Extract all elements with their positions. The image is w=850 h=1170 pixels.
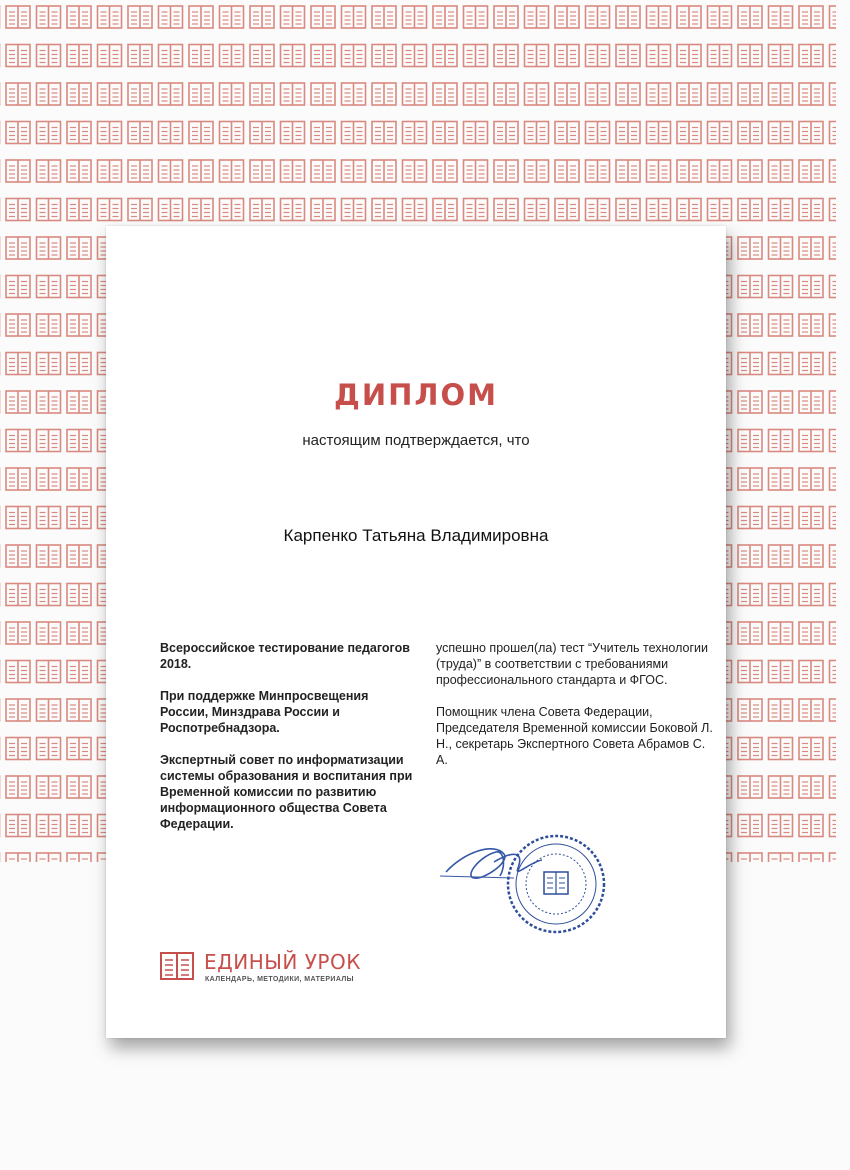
- event-text: Всероссийское тестирование педагогов 2018.: [160, 641, 410, 671]
- council-text: Экспертный совет по информатизации системы образования и воспитания при Временной комиссии по развитию информационного общества Совета Федерации.: [160, 753, 413, 831]
- signatory-text: Помощник члена Совета Федерации, Председателя Временной комиссии Боковой Л. Н., секретарь Экспертного Совета Абрамов С. А.: [436, 705, 713, 767]
- diploma-sheet: [106, 226, 726, 1038]
- seal-icon: [508, 836, 604, 932]
- signature-and-seal: [434, 832, 614, 942]
- result-column: [436, 640, 716, 784]
- organizers-column: [160, 640, 420, 848]
- diploma-title: ДИПЛОМ: [334, 378, 498, 412]
- diploma-subtitle: настоящим подтверждается, что: [302, 432, 530, 449]
- signature: [440, 849, 542, 878]
- support-text: При поддержке Минпросвещения России, Минздрава России и Роспотребнадзора.: [160, 689, 369, 735]
- logo-tagline: КАЛЕНДАРЬ, МЕТОДИКИ, МАТЕРИАЛЫ: [205, 976, 354, 983]
- test-result-text: успешно прошел(ла) тест “Учитель технологии (труда)” в соответствии с требованиями профессионального стандарта и ФГОС.: [436, 641, 708, 687]
- logo-name: ЕДИНЫЙ УРОК: [204, 950, 361, 974]
- edinyi-urok-logo: [160, 948, 420, 988]
- book-icon: [160, 952, 194, 985]
- recipient-name: Карпенко Татьяна Владимировна: [283, 526, 549, 545]
